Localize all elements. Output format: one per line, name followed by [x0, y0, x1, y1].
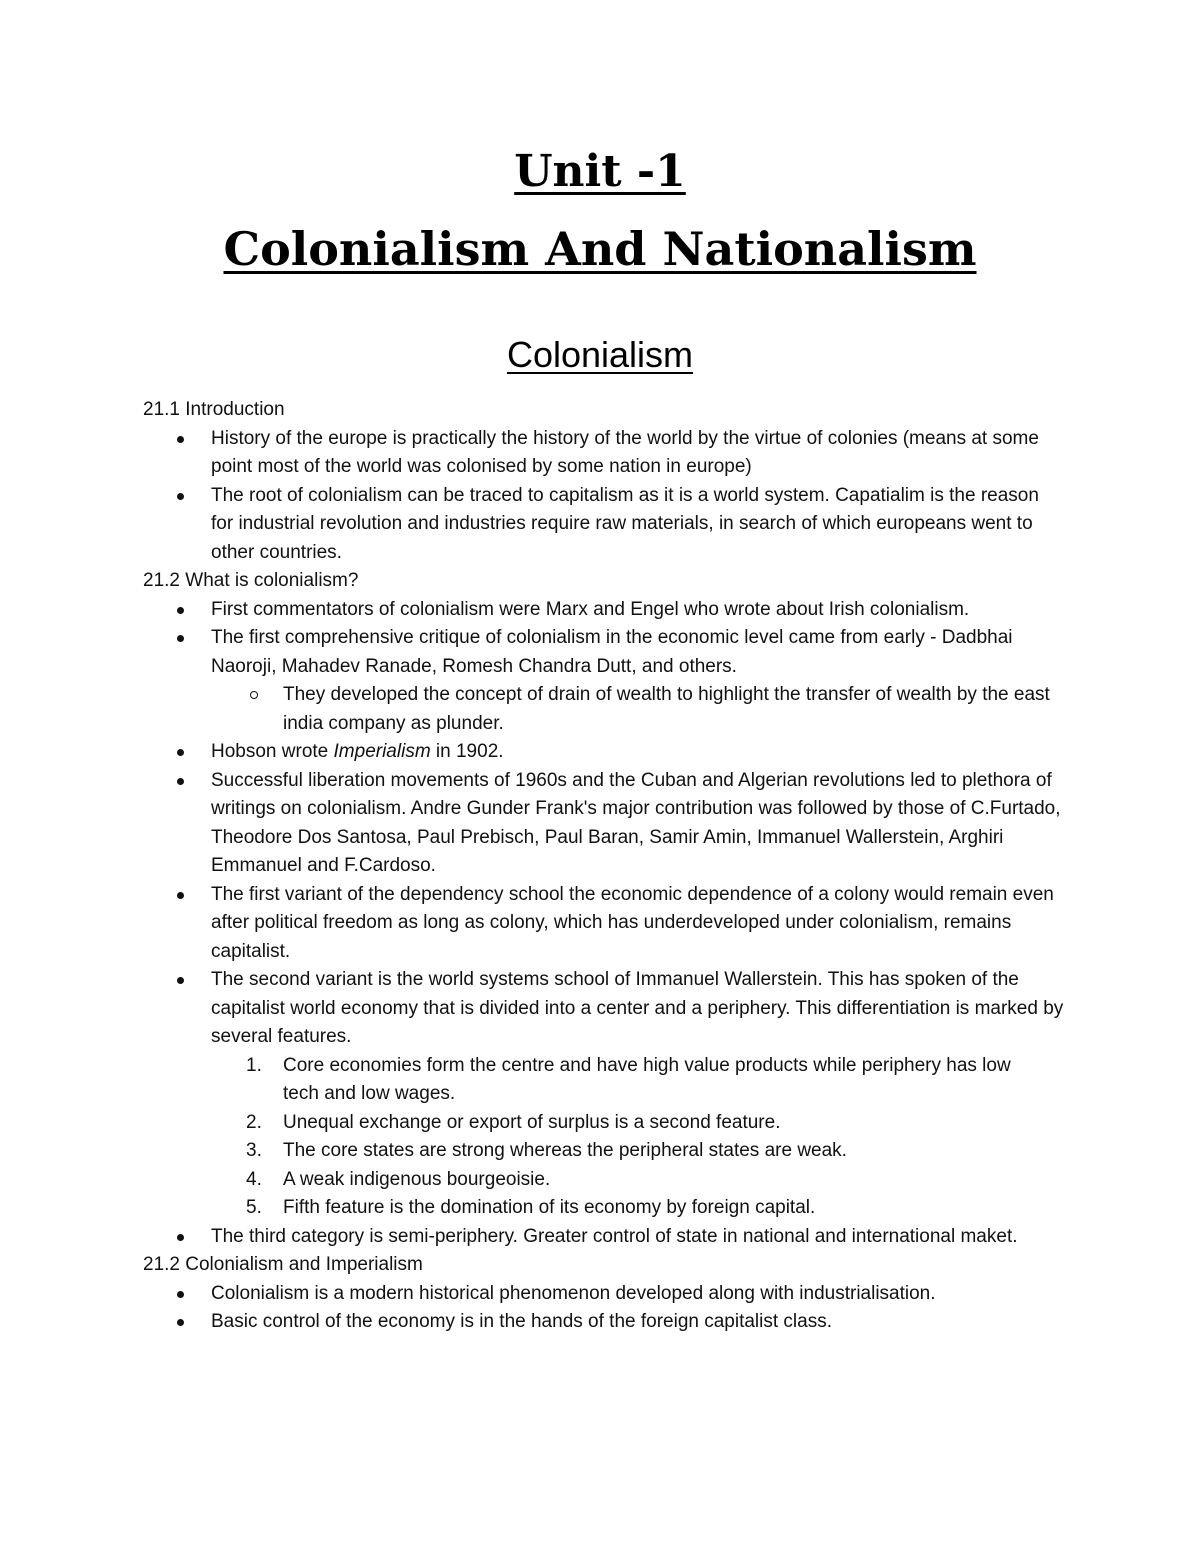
item-text: A weak indigenous bourgeoisie. — [283, 1168, 551, 1190]
item-text: Core economies form the centre and have high value products while periphery has low tech and low wages. — [283, 1054, 1011, 1104]
item-text: The core states are strong whereas the peripheral states are weak. — [283, 1140, 847, 1161]
list-item: First commentators of colonialism were Marx and Engel who wrote about Irish colonialism. — [0, 596, 1200, 625]
colonialism-imperialism-list — [0, 1280, 1200, 1337]
hobson-text: Hobson wrote — [211, 741, 329, 762]
list-item: The third category is semi-periphery. Greater control of state in national and international maket. — [0, 1223, 1200, 1252]
list-item: Successful liberation movements of 1960s and the Cuban and Algerian revolutions led to plethora of writings on colonialism. Andre Gunder Frank's major contribution was followed by those of C.Furtado, Theodore Dos Santosa, Paul Prebisch, Paul Baran, Samir Amin, Immanuel Wallerstein, Arghiri Emmanuel and F.Cardoso. — [0, 767, 1200, 881]
numbered-item — [0, 1137, 1200, 1166]
list-item: The second variant is the world systems school of Immanuel Wallerstein. This has spoken of the capitalist world economy that is divided into a center and a periphery. This differentiation is marked by several features. — [0, 966, 1200, 1052]
numbered-item — [0, 1194, 1200, 1223]
list-item: The first variant of the dependency school the economic dependence of a colony would remain even after political freedom as long as colony, which has underdeveloped under colonialism, remains capitalist. — [0, 881, 1200, 967]
section-heading-what-is-colonialism: 21.2 What is colonialism? — [143, 570, 359, 591]
numbered-item — [0, 1109, 1200, 1138]
section-heading-colonialism-and-imperialism: 21.2 Colonialism and Imperialism — [143, 1254, 423, 1275]
list-item: Colonialism is a modern historical phenomenon developed along with industrialisation. — [0, 1280, 1200, 1309]
list-item: History of the europe is practically the history of the world by the virtue of colonies (means at some point most of the world was colonised by some nation in europe) — [0, 425, 1200, 482]
list-item — [0, 738, 1200, 767]
section-title: Colonialism — [506, 334, 694, 375]
what-is-colonialism-list — [0, 596, 1200, 1052]
item-text: Unequal exchange or export of surplus is a second feature. — [283, 1111, 781, 1133]
unit-title: Unit -1 — [514, 146, 686, 197]
sub-list-item: They developed the concept of drain of wealth to highlight the transfer of wealth by the east india company as plunder. — [0, 681, 1200, 738]
semi-periphery-list — [0, 1223, 1200, 1252]
features-numbered-list — [0, 1052, 1200, 1223]
item-number: 1. — [246, 1054, 262, 1076]
list-item: The first comprehensive critique of colonialism in the economic level came from early - Dadbhai Naoroji, Mahadev Ranade, Romesh Chandra Dutt, and others. — [0, 624, 1200, 681]
numbered-item — [0, 1052, 1200, 1109]
item-number: 3. — [246, 1140, 262, 1161]
item-number: 4. — [246, 1168, 262, 1190]
hobson-year-text: in 1902. — [435, 741, 504, 762]
item-number: 5. — [246, 1197, 262, 1218]
introduction-list — [0, 425, 1200, 568]
item-text: Fifth feature is the domination of its economy by foreign capital. — [283, 1197, 816, 1218]
numbered-item — [0, 1166, 1200, 1195]
book-title-imperialism: Imperialism — [333, 741, 431, 762]
document-title: Colonialism And Nationalism — [223, 222, 977, 276]
list-item: Basic control of the economy is in the hands of the foreign capitalist class. — [0, 1308, 1200, 1337]
item-number: 2. — [246, 1111, 262, 1133]
document-body — [0, 396, 1200, 1337]
section-heading-introduction: 21.1 Introduction — [143, 399, 285, 420]
list-item: The root of colonialism can be traced to capitalism as it is a world system. Capatialim is the reason for industrial revolution and industries require raw materials, in search of which europeans went to other countries. — [0, 482, 1200, 568]
